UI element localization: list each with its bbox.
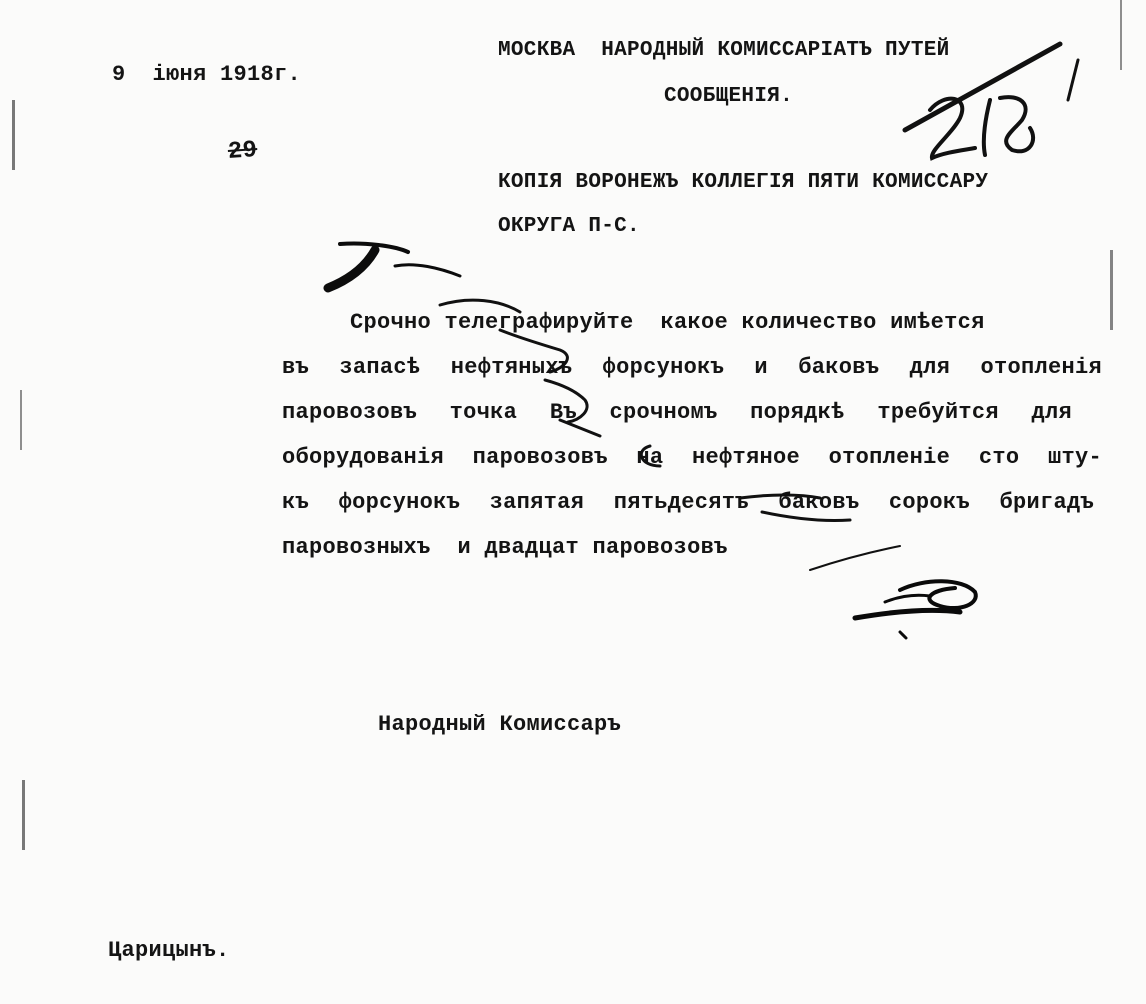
signature-scribble [855,581,976,638]
handwritten-t-mark [328,243,460,288]
scan-edge-mark [1120,0,1122,70]
telegram-body [282,312,1102,572]
struck-number: 29 [227,137,259,166]
body-line-6: паровозныхъ и двадцат паровозовъ [282,535,728,560]
heading-line-1: МОСКВА НАРОДНЫЙ КОМИССАРІАТЪ ПУТЕЙ [498,39,950,62]
scan-edge-mark [20,390,22,450]
body-line-2: въ запасѣ нефтяныхъ форсунокъ и баковъ для отопленія [282,355,1102,380]
scan-edge-mark [12,100,15,170]
heading-line-2: СООБЩЕНІЯ. [664,85,794,108]
scan-edge-mark [1110,250,1113,330]
body-line-4: оборудованія паровозовъ на нефтяное отопленіе сто шту- [282,445,1102,470]
body-line-5: къ форсунокъ запятая пятьдесятъ баковъ сорокъ бригадъ [282,490,1094,515]
body-line-3: паровозовъ точка Въ срочномъ порядкѣ требуйтся для [282,400,1072,425]
address-line-2: ОКРУГА П-С. [498,215,640,238]
scan-edge-mark [22,780,25,850]
address-line-1: КОПІЯ ВОРОНЕЖЪ КОЛЛЕГІЯ ПЯТИ КОМИССАРУ [498,171,989,194]
origin-city: Царицынъ. [108,938,230,963]
body-line-1: Срочно телеграфируйте какое количество имѣется [350,310,985,335]
signature-title: Народный Комиссаръ [378,712,622,737]
telegram-date: 9 іюня 1918г. [112,62,302,87]
